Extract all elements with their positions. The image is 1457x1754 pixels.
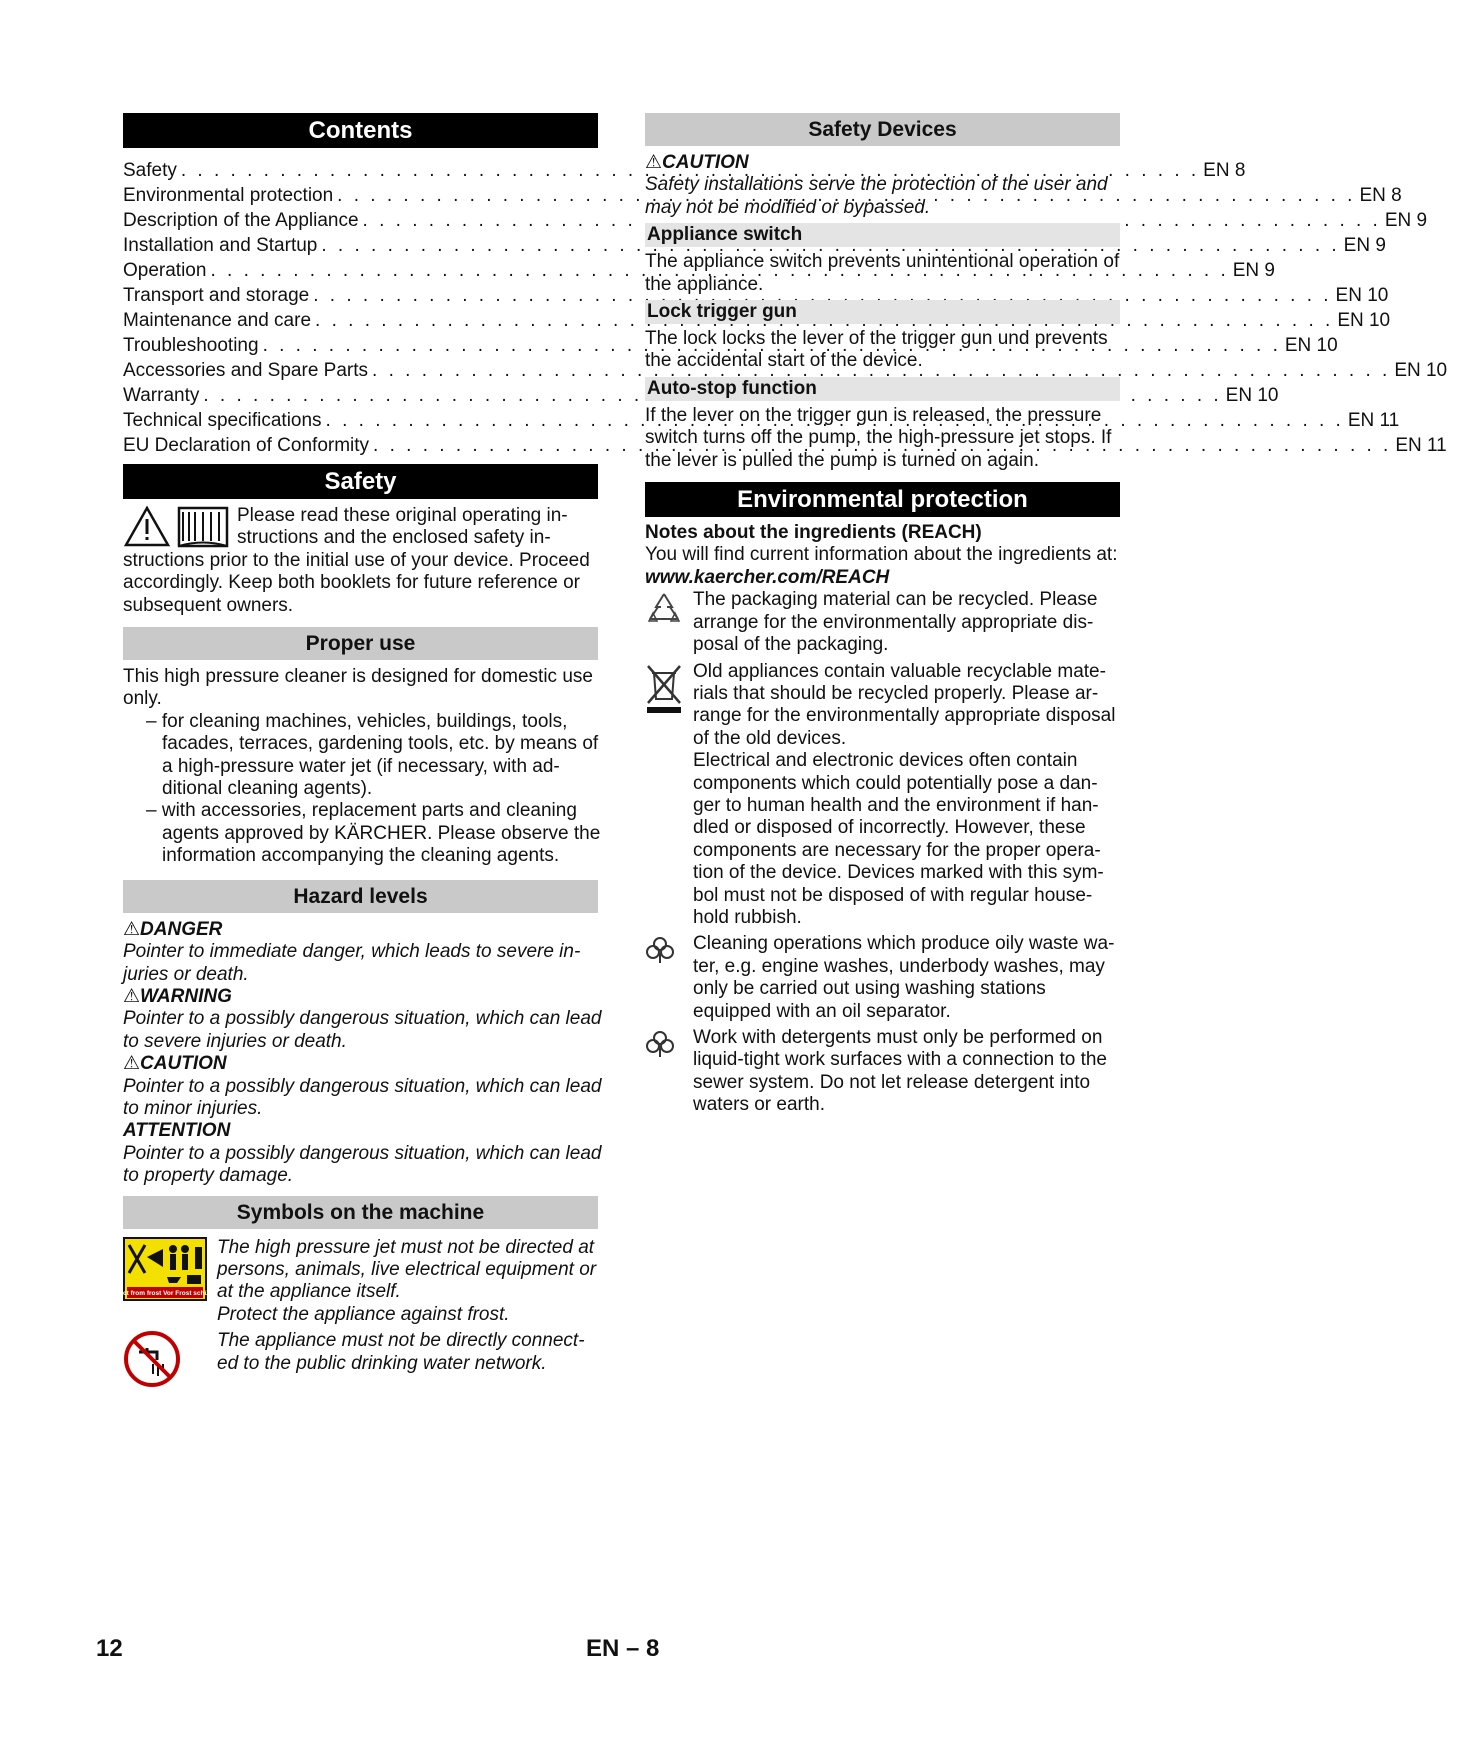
symbol-water-row xyxy=(123,1330,603,1388)
toc-entry-title: Operation xyxy=(123,260,207,281)
alert-triangle-icon: ⚠ xyxy=(645,152,663,173)
alert-triangle-icon: ⚠ xyxy=(123,918,141,940)
caution-label: ⚠CAUTION xyxy=(123,1053,227,1075)
high-pressure-jet-warning-icon xyxy=(106,1237,224,1327)
alert-triangle-icon: ⚠ xyxy=(123,985,141,1007)
toc-entry-title: Maintenance and care xyxy=(123,310,312,331)
toc-entry-title: Warranty xyxy=(123,385,200,406)
safety-devices-caution-text: Safety installations serve the protection of the user and may not be modified or bypassed. xyxy=(645,174,1108,218)
toc-entry-page: EN 8 xyxy=(1203,160,1246,181)
toc-entry xyxy=(123,408,1400,433)
toc-entry-page: EN 10 xyxy=(1394,360,1448,381)
crossed-bin-icon xyxy=(645,661,685,930)
toc-entry-title: EU Declaration of Conformity xyxy=(123,435,370,456)
reach-text: You will find current information about the ingredients at: xyxy=(645,544,1118,566)
caution-text: Pointer to a possibly dangerous situation, which can lead to minor injuries. xyxy=(123,1075,602,1119)
oily-waste-text: Cleaning operations which produce oily waste wa- ter, e.g. engine washes, underbody washes, may only be carried out using washing stations equipped with an oil separator. xyxy=(693,933,1115,1022)
reach-title: Notes about the ingredients (REACH) xyxy=(645,522,982,544)
packaging-text: The packaging material can be recycled. Please arrange for the environmentally appropriate dis- posal of the packaging. xyxy=(693,589,1098,656)
auto-stop-title: Auto-stop function xyxy=(645,377,1120,401)
right-column xyxy=(645,113,1125,1117)
toc-entry-title: Description of the Appliance xyxy=(123,210,359,231)
electrical-devices-text: Electrical and electronic devices often contain components which could potentially pose a dan- ger to human health and the environment if han- dled or disposed of incorrectly. However, these components are necessary for the proper opera- tion of the device. Devices marked with this sym- bol must not be disposed of with regular house- hold rubbish. xyxy=(693,750,1104,928)
recycle-icon xyxy=(645,589,685,656)
reach-url: www.kaercher.com/REACH xyxy=(645,566,890,588)
toc-entry-page: EN 10 xyxy=(1337,310,1391,331)
toc-entry-title: Installation and Startup xyxy=(123,235,318,256)
no-drinking-water-connection-icon xyxy=(123,1330,207,1388)
toc-entry xyxy=(123,433,1447,458)
proper-use-item: – with accessories, replacement parts and cleaning agents approved by KÄRCHER. Please observe the information accompanying the cleaning agents. xyxy=(146,800,601,867)
hazard-levels-header: Hazard levels xyxy=(123,880,598,913)
auto-stop-text: If the lever on the trigger gun is released, the pressure switch turns off the pump, the high-pressure jet stops. If the lever is pulled the pump is turned on again. xyxy=(645,404,1112,471)
danger-text: Pointer to immediate danger, which leads to severe in- juries or death. xyxy=(123,941,581,985)
environment-hint-icon xyxy=(645,1027,685,1117)
page-number: 12 xyxy=(96,1635,123,1662)
safety-devices-header: Safety Devices xyxy=(645,113,1120,146)
attention-text: Pointer to a possibly dangerous situation, which can lead to property damage. xyxy=(123,1142,602,1187)
environmental-header: Environmental protection xyxy=(645,482,1120,517)
toc-entry xyxy=(123,208,1428,233)
warning-label: ⚠WARNING xyxy=(123,985,232,1007)
hazard-levels-list xyxy=(123,919,603,1188)
old-appliances-text: Old appliances contain valuable recyclable mate- rials that should be recycled properly. Please ar- range for the environmentally appropriate disposal of the old devices. xyxy=(693,660,1116,749)
warning-text: Pointer to a possibly dangerous situation, which can lead to severe injuries or death. xyxy=(123,1008,602,1052)
toc-entry-page: EN 10 xyxy=(1225,385,1279,406)
toc-entry-page: EN 10 xyxy=(1284,335,1338,356)
toc-entry-page: EN 10 xyxy=(1335,285,1389,306)
toc-entry-page: EN 8 xyxy=(1359,185,1402,206)
toc-entry-title: Accessories and Spare Parts xyxy=(123,360,369,381)
lock-trigger-title: Lock trigger gun xyxy=(645,300,1120,324)
symbol-jet-row xyxy=(106,1236,603,1327)
appliance-switch-title: Appliance switch xyxy=(645,223,1120,247)
attention-label: ATTENTION xyxy=(123,1120,231,1142)
toc-entry xyxy=(123,283,1389,308)
toc-entry-page: EN 9 xyxy=(1232,260,1275,281)
packaging-row xyxy=(645,589,1125,656)
toc-entry-page: EN 11 xyxy=(1347,410,1400,431)
toc-entry-title: Troubleshooting xyxy=(123,335,259,356)
toc-entry-title: Transport and storage xyxy=(123,285,310,306)
toc-entry-page: EN 9 xyxy=(1384,210,1428,231)
warning-book-icon xyxy=(123,505,231,549)
proper-use-header: Proper use xyxy=(123,627,598,660)
detergents-text: Work with detergents must only be performed on liquid-tight work surfaces with a connection to the sewer system. Do not let release detergent into waters or earth. xyxy=(693,1027,1107,1116)
page-label: EN – 8 xyxy=(586,1635,660,1662)
contents-header: Contents xyxy=(123,113,598,148)
old-appliances-row xyxy=(645,661,1125,930)
toc-entry xyxy=(123,358,1448,383)
detergents-row xyxy=(645,1027,1125,1117)
environment-hint-icon xyxy=(645,933,685,1023)
toc-entry-page: EN 9 xyxy=(1343,235,1386,256)
toc-entry-page: EN 11 xyxy=(1395,435,1447,456)
appliance-switch-text: The appliance switch prevents unintentional operation of the appliance. xyxy=(645,251,1120,295)
frost-warning-text: Protect the appliance against frost. xyxy=(217,1303,510,1325)
safety-intro xyxy=(123,505,603,617)
proper-use-text: This high pressure cleaner is designed for domestic use only. xyxy=(123,666,593,710)
oily-waste-row xyxy=(645,933,1125,1023)
toc-entry-title: Safety xyxy=(123,160,177,181)
danger-label: ⚠DANGER xyxy=(123,918,223,940)
safety-header: Safety xyxy=(123,464,598,499)
caution-label: ⚠CAUTION xyxy=(645,152,749,173)
toc-entry-title: Environmental protection xyxy=(123,185,334,206)
symbols-header: Symbols on the machine xyxy=(123,1196,598,1229)
lock-trigger-text: The lock locks the lever of the trigger gun und prevents the accidental start of the device. xyxy=(645,328,1108,372)
jet-warning-text: The high pressure jet must not be directed at persons, animals, live electrical equipment or at the appliance itself. xyxy=(217,1236,597,1303)
toc-entry-title: Technical specifications xyxy=(123,410,322,431)
alert-triangle-icon: ⚠ xyxy=(123,1053,141,1075)
safety-intro-text: Please read these original operating in- structions and the enclosed safety in- structions prior to the initial use of your device. Proceed accordingly. Keep both booklets for future reference or subsequent owners. xyxy=(123,505,590,616)
water-network-text: The appliance must not be directly connect- ed to the public drinking water network. xyxy=(217,1330,585,1374)
svg-text:Protect from frost Vor Frost s: Protect from frost Vor Frost schützen! xyxy=(106,1289,224,1297)
proper-use-item: – for cleaning machines, vehicles, buildings, tools, facades, terraces, gardening tools, etc. by means of a high-pressure water jet (if necessary, with ad- ditional cleaning agents). xyxy=(146,710,599,800)
